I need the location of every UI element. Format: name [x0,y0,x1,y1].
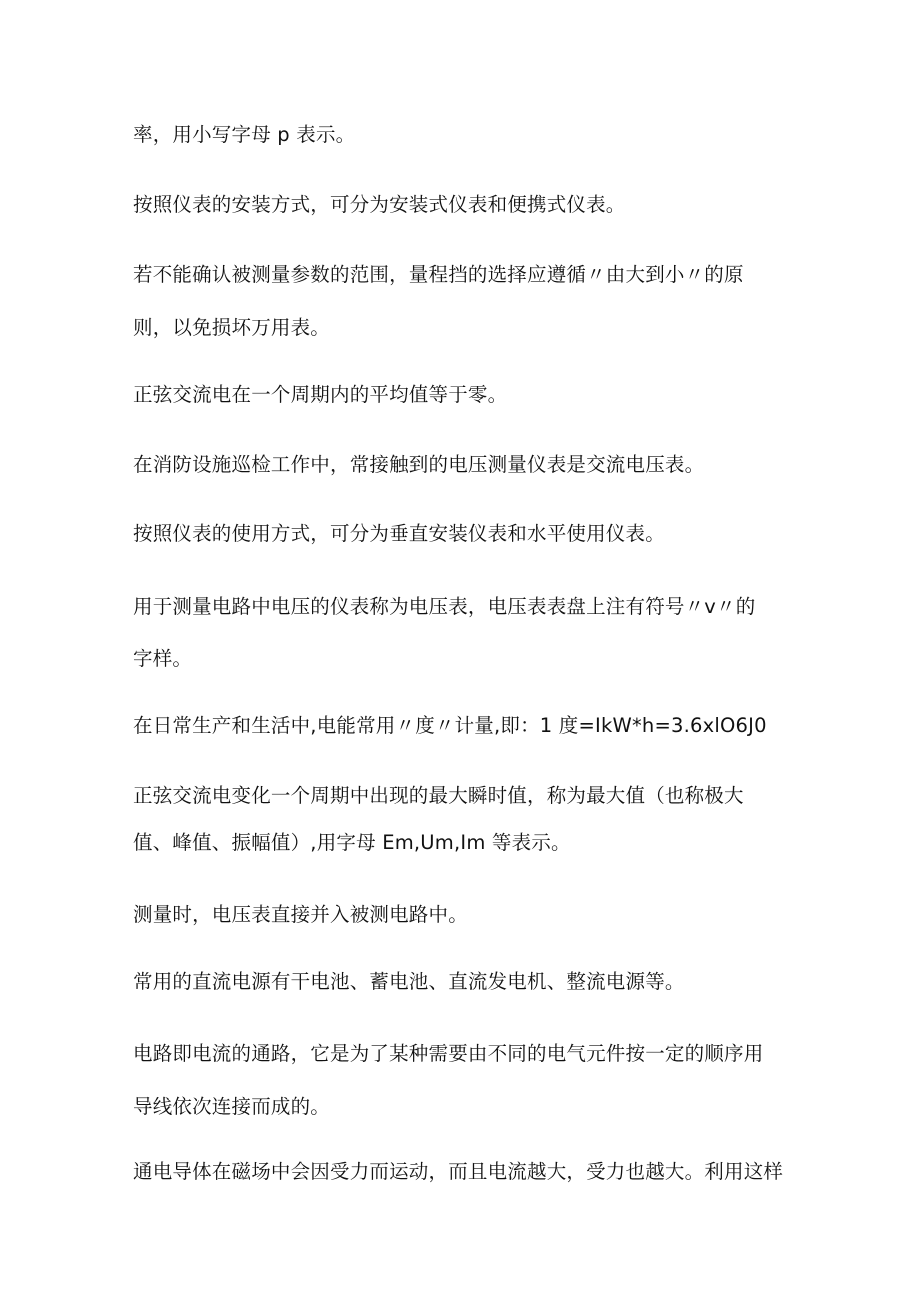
text-line: 在日常生产和生活中,电能常用〃度〃计量,即：1 度=IkW*h=3.6xlO6J0 [133,714,767,737]
text-line: 用于测量电路中电压的仪表称为电压表，电压表表盘上注有符号〃v〃的 [133,595,756,618]
text-line: 测量时，电压表直接并入被测电路中。 [133,903,468,926]
text-line: 在消防设施巡检工作中，常接触到的电压测量仪表是交流电压表。 [133,453,705,476]
text-line: 字样。 [133,647,193,670]
text-line: 率，用小写字母 p 表示。 [133,123,356,146]
text-line: 电路即电流的通路，它是为了某种需要由不同的电气元件按一定的顺序用 [133,1042,764,1065]
text-line: 通电导体在磁场中会因受力而运动，而且电流越大，受力也越大。利用这样 [133,1160,784,1183]
text-line: 若不能确认被测量参数的范围，量程挡的选择应遵循〃由大到小〃的原 [133,263,744,286]
text-line: 导线依次连接而成的。 [133,1095,331,1118]
text-line: 按照仪表的使用方式，可分为垂直安装仪表和水平使用仪表。 [133,522,665,545]
text-line: 按照仪表的安装方式，可分为安装式仪表和便携式仪表。 [133,193,626,216]
text-line: 正弦交流电在一个周期内的平均值等于零。 [133,383,508,406]
text-line: 则，以免损坏万用表。 [133,316,331,339]
text-line: 值、峰值、振幅值）,用字母 Em,Um,Im 等表示。 [133,831,571,854]
text-line: 正弦交流电变化一个周期中出现的最大瞬时值，称为最大值（也称极大 [133,784,744,807]
text-line: 常用的直流电源有干电池、蓄电池、直流发电机、整流电源等。 [133,970,685,993]
